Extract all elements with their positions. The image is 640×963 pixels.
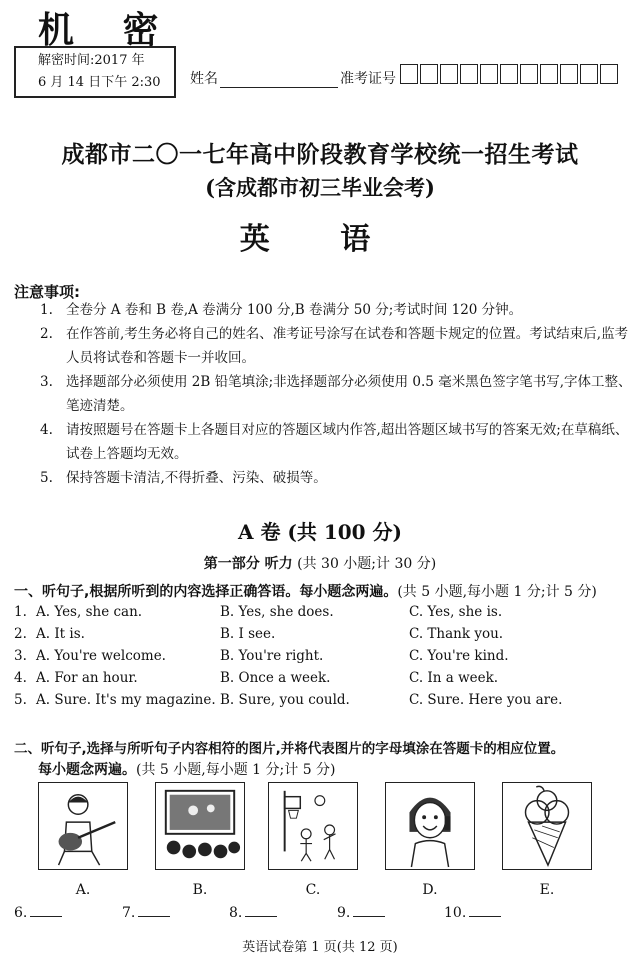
- candidate-info-row: [190, 64, 618, 88]
- picture-label-a: A.: [75, 882, 91, 898]
- exam-id-boxes[interactable]: [398, 64, 618, 88]
- page-footer: 英语试卷第 1 页(共 12 页): [242, 940, 398, 955]
- girl-on-phone-icon[interactable]: [385, 782, 475, 870]
- option-a[interactable]: A. You're welcome.: [36, 648, 166, 664]
- ice-cream-cone-icon[interactable]: [502, 782, 592, 870]
- question-row: 4. A. For an hour. B. Once a week. C. In a week.: [14, 670, 499, 686]
- question-row: 3. A. You're welcome. B. You're right. C. You're kind.: [14, 648, 509, 664]
- option-c[interactable]: C. You're kind.: [409, 648, 509, 664]
- part1-heading: [0, 553, 640, 573]
- option-a[interactable]: A. For an hour.: [36, 670, 138, 686]
- part-a-title: A 卷 (共 100 分): [237, 520, 403, 544]
- option-c[interactable]: C. In a week.: [409, 670, 499, 686]
- guitar-player-icon[interactable]: [38, 782, 128, 870]
- notice-heading: 注意事项:: [14, 283, 80, 301]
- decrypt-time-line2: 6 月 14 日下午 2:30: [38, 75, 161, 90]
- notice-item: 3. 选择题部分必须使用 2B 铅笔填涂;非选择题部分必须使用 0.5 毫米黑色签字笔书写,字体工整、笔迹清楚。: [40, 374, 632, 414]
- answer-blank[interactable]: 6.: [14, 904, 62, 921]
- option-c[interactable]: C. Thank you.: [409, 626, 504, 642]
- name-field[interactable]: [220, 73, 338, 88]
- picture-label-d: D.: [422, 882, 438, 898]
- option-a[interactable]: A. Yes, she can.: [36, 604, 143, 620]
- section2-heading-cont: 每小题念两遍。(共 5 小题,每小题 1 分;计 5 分): [38, 762, 336, 778]
- option-b[interactable]: B. Once a week.: [220, 670, 331, 686]
- exam-id-label: 准考证号: [340, 71, 396, 87]
- decrypt-time-line1: 解密时间:2017 年: [38, 53, 145, 68]
- section2-heading: 二、听句子,选择与所听句子内容相符的图片,并将代表图片的字母填涂在答题卡的相应位置。: [14, 741, 565, 757]
- option-c[interactable]: C. Yes, she is.: [409, 604, 503, 620]
- picture-label-b: B.: [192, 882, 208, 898]
- name-label: 姓名: [190, 71, 218, 87]
- secret-label: 机 密: [38, 10, 177, 51]
- picture-label-c: C.: [305, 882, 321, 898]
- cinema-audience-icon[interactable]: [155, 782, 245, 870]
- picture-label-e: E.: [539, 882, 555, 898]
- subject-title: 英 语: [239, 222, 401, 257]
- notice-item: 1. 全卷分 A 卷和 B 卷,A 卷满分 100 分,B 卷满分 50 分;考试时间 120 分钟。: [40, 302, 523, 318]
- option-c[interactable]: C. Sure. Here you are.: [409, 692, 563, 708]
- section1-heading: 一、听句子,根据所听到的内容选择正确答语。每小题念两遍。(共 5 小题,每小题 1 分;计 5 分): [14, 584, 597, 600]
- answer-blank[interactable]: 7.: [122, 904, 170, 921]
- option-a[interactable]: A. It is.: [36, 626, 85, 642]
- notice-item: 5. 保持答题卡清洁,不得折叠、污染、破损等。: [40, 470, 327, 486]
- question-row: 1. A. Yes, she can. B. Yes, she does. C. Yes, she is.: [14, 604, 503, 620]
- part1-score: (共 30 小题;计 30 分): [297, 556, 437, 572]
- answer-blank[interactable]: 9.: [337, 904, 385, 921]
- exam-title: 成都市二〇一七年高中阶段教育学校统一招生考试: [61, 141, 579, 168]
- notice-list: [40, 298, 632, 490]
- option-b[interactable]: B. You're right.: [220, 648, 324, 664]
- part1-title: 第一部分 听力: [203, 556, 293, 572]
- question-row: 2. A. It is. B. I see. C. Thank you.: [14, 626, 504, 642]
- basketball-kids-icon[interactable]: [268, 782, 358, 870]
- option-b[interactable]: B. I see.: [220, 626, 276, 642]
- option-a[interactable]: A. Sure. It's my magazine.: [36, 692, 216, 708]
- exam-subtitle: (含成都市初三毕业会考): [205, 175, 435, 200]
- answer-blank[interactable]: 8.: [229, 904, 277, 921]
- decrypt-time-box: [14, 46, 176, 98]
- notice-item: 4. 请按照题号在答题卡上各题目对应的答题区域内作答,超出答题区域书写的答案无效;在草稿纸、试卷上答题均无效。: [40, 422, 629, 462]
- option-b[interactable]: B. Sure, you could.: [220, 692, 350, 708]
- notice-item: 2. 在作答前,考生务必将自己的姓名、准考证号涂写在试卷和答题卡规定的位置。考试结束后,监考人员将试卷和答题卡一并收回。: [40, 326, 629, 366]
- option-b[interactable]: B. Yes, she does.: [220, 604, 334, 620]
- question-row: 5. A. Sure. It's my magazine. B. Sure, you could. C. Sure. Here you are.: [14, 692, 563, 708]
- answer-blank[interactable]: 10.: [444, 904, 501, 921]
